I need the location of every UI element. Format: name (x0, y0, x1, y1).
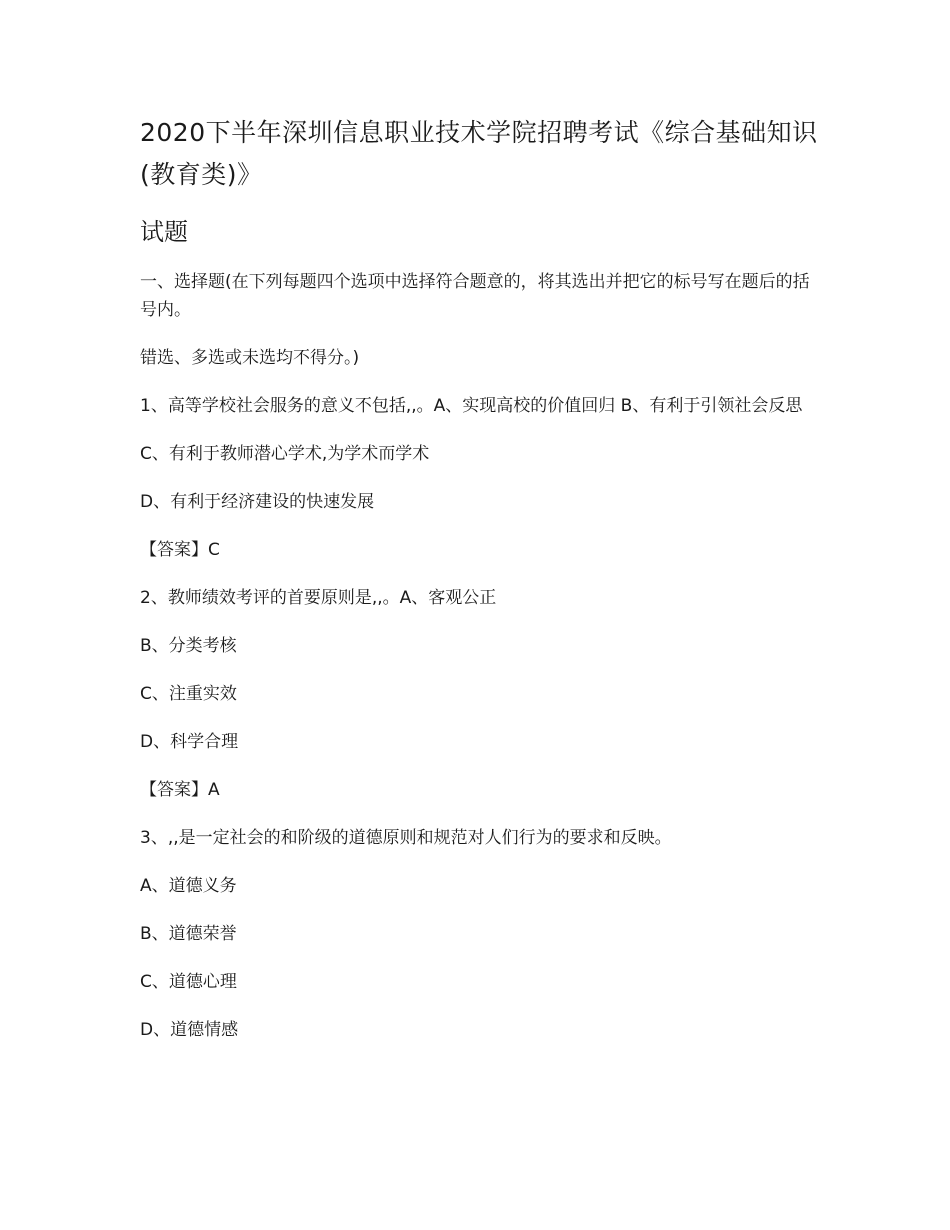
question-stem: 2、教师绩效考评的首要原则是,,。A、客观公正 (140, 588, 497, 608)
answer-line: 【答案】A (140, 780, 220, 800)
question-stem: 3、,,是一定社会的和阶级的道德原则和规范对人们行为的要求和反映。 (140, 828, 672, 848)
question-option: A、道德义务 (140, 876, 237, 896)
document-title: 2020下半年深圳信息职业技术学院招聘考试《综合基础知识(教育类)》 (140, 118, 818, 189)
question-option: C、有利于教师潜心学术,为学术而学术 (140, 444, 430, 464)
question-option: D、有利于经济建设的快速发展 (140, 492, 375, 512)
question-option: D、科学合理 (140, 732, 239, 752)
question-option: C、道德心理 (140, 972, 237, 992)
instruction-line: 一、选择题(在下列每题四个选项中选择符合题意的，将其选出并把它的标号写在题后的括号内。 (140, 272, 810, 320)
question-option: D、道德情感 (140, 1020, 239, 1040)
question-option: B、分类考核 (140, 636, 237, 656)
answer-line: 【答案】C (140, 540, 220, 560)
question-option: C、注重实效 (140, 684, 237, 704)
question-option: B、道德荣誉 (140, 924, 237, 944)
document-page (140, 112, 820, 1044)
question-stem: 1、高等学校社会服务的意义不包括,,。A、实现高校的价值回归 B、有利于引领社会反思 (140, 396, 803, 416)
instruction-line: 错选、多选或未选均不得分。) (140, 348, 360, 368)
document-subtitle: 试题 (140, 218, 188, 246)
